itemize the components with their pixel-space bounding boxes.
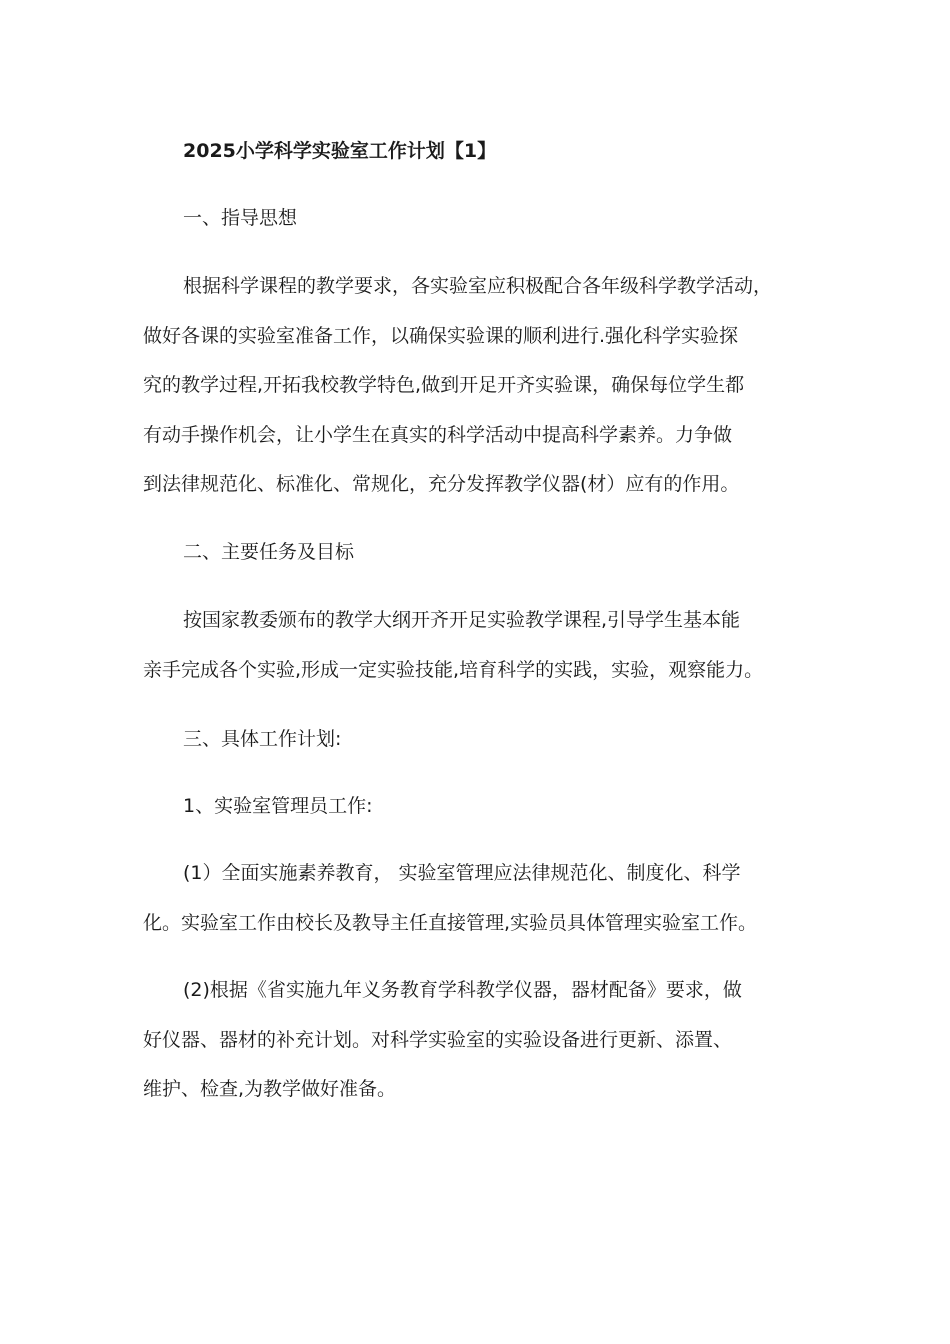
- section-heading-work-plan: 三、具体工作计划:: [183, 728, 342, 750]
- section-heading-main-tasks: 二、主要任务及目标: [183, 541, 355, 563]
- paragraph-line: 亲手完成各个实验,形成一定实验技能,培育科学的实践，实验，观察能力。: [143, 658, 764, 681]
- document-title: 2025小学科学实验室工作计划【1】: [183, 140, 497, 162]
- paragraph-line: 到法律规范化、标准化、常规化，充分发挥教学仪器(材）应有的作用。: [143, 473, 740, 495]
- paragraph-line: 好仪器、器材的补充计划。对科学实验室的实验设备进行更新、添置、: [143, 1028, 733, 1051]
- paragraph-item-2: [143, 966, 815, 1115]
- paragraph-guiding-thought: [143, 262, 815, 510]
- paragraph-line: 究的教学过程,开拓我校教学特色,做到开足开齐实验课，确保每位学生都: [143, 374, 745, 396]
- paragraph-item-1: [143, 849, 815, 948]
- paragraph-main-tasks: [143, 596, 815, 695]
- paragraph-line: 化。实验室工作由校长及教导主任直接管理,实验员具体管理实验室工作。: [143, 911, 758, 934]
- paragraph-line: 根据科学课程的教学要求，各实验室应积极配合各年级科学教学活动，: [183, 275, 773, 297]
- section-heading-guiding-thought: 一、指导思想: [183, 207, 298, 229]
- paragraph-line: (1）全面实施素养教育， 实验室管理应法律规范化、制度化、科学: [183, 862, 741, 884]
- paragraph-line: 做好各课的实验室准备工作，以确保实验课的顺利进行.强化科学实验探: [143, 324, 739, 347]
- subsection-heading-lab-manager: 1、实验室管理员工作:: [183, 795, 373, 817]
- paragraph-line: 维护、检查,为教学做好准备。: [143, 1078, 397, 1100]
- paragraph-line: 按国家教委颁布的教学大纲开齐开足实验教学课程,引导学生基本能: [183, 609, 741, 631]
- paragraph-line: 有动手操作机会，让小学生在真实的科学活动中提高科学素养。力争做: [143, 423, 733, 446]
- paragraph-line: (2)根据《省实施九年义务教育学科教学仪器，器材配备》要求，做: [183, 979, 742, 1001]
